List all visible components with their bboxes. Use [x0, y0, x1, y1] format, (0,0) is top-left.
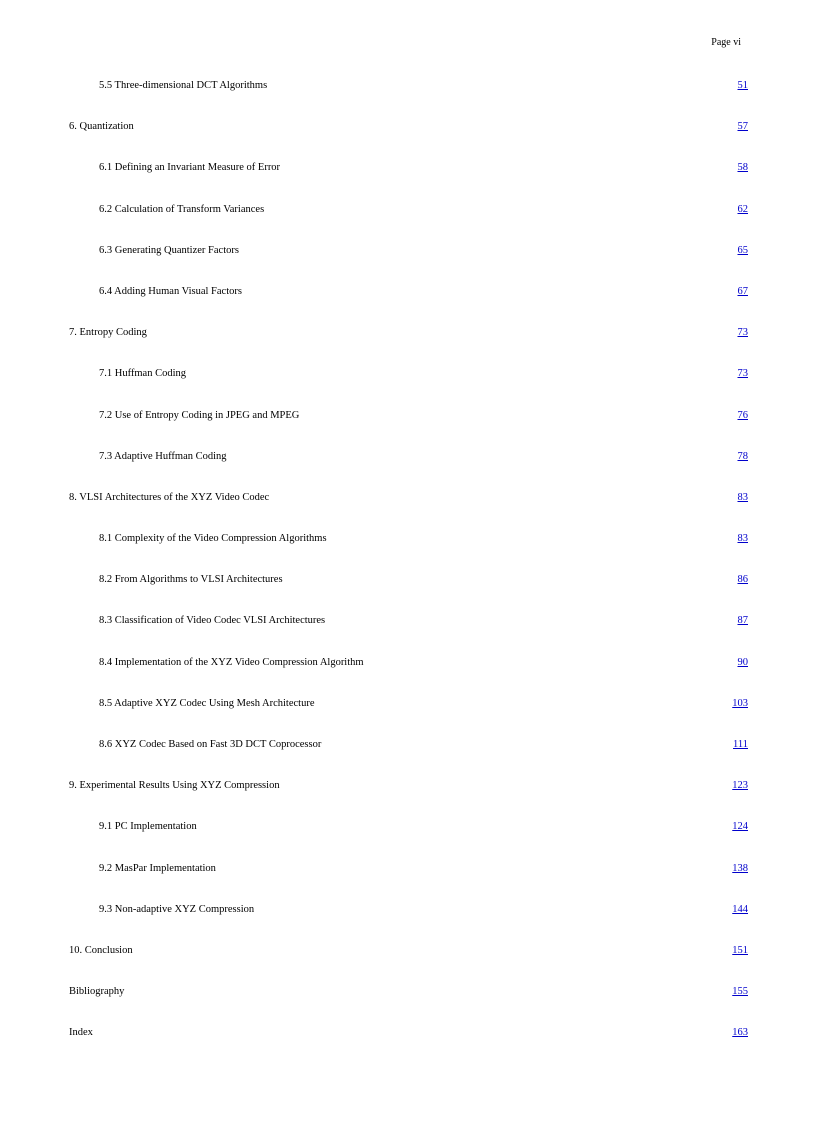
toc-entry — [0, 365, 816, 406]
toc-entry-title: 9. Experimental Results Using XYZ Compression — [69, 780, 280, 792]
toc-entry — [0, 530, 816, 571]
toc-page-link[interactable]: 73 — [737, 327, 748, 339]
toc-entry-title: 6.4 Adding Human Visual Factors — [99, 285, 242, 297]
toc-entry — [0, 860, 816, 901]
toc-page-link[interactable]: 103 — [732, 697, 748, 709]
toc-entry-title: 8.6 XYZ Codec Based on Fast 3D DCT Coprocessor — [99, 739, 322, 750]
toc-page-link[interactable]: 57 — [737, 121, 748, 133]
toc-entry-title: 8.4 Implementation of the XYZ Video Compression Algorithm — [99, 656, 364, 668]
toc-entry-title: 5.5 Three-dimensional DCT Algorithms — [99, 80, 268, 91]
toc-entry-title: 7.1 Huffman Coding — [99, 368, 187, 380]
page-number-label: Page vi — [711, 37, 741, 48]
toc-entry — [0, 736, 816, 777]
toc-entry — [0, 695, 816, 736]
toc-entry — [0, 159, 816, 200]
toc-entry — [0, 448, 816, 489]
toc-page-link[interactable]: 111 — [733, 739, 748, 750]
toc-entry — [0, 654, 816, 695]
toc-page-link[interactable]: 73 — [737, 368, 748, 380]
toc-entry-title: 8.2 From Algorithms to VLSI Architectures — [99, 574, 283, 586]
toc-entry-title: Bibliography — [69, 986, 125, 998]
toc-entry-title: Index — [69, 1027, 93, 1039]
toc-entry — [0, 612, 816, 653]
toc-entry — [0, 983, 816, 1024]
toc-page-link[interactable]: 76 — [737, 409, 748, 421]
toc-page-link[interactable]: 87 — [737, 615, 748, 627]
toc-entry — [0, 407, 816, 448]
toc-entry — [0, 242, 816, 283]
toc-page-link[interactable]: 144 — [732, 903, 748, 915]
toc-page-link[interactable]: 90 — [737, 656, 748, 668]
toc-entry-title: 6.2 Calculation of Transform Variances — [99, 203, 265, 215]
toc-entry — [0, 201, 816, 242]
toc-entry-title: 6.3 Generating Quantizer Factors — [99, 244, 239, 256]
toc-entry — [0, 942, 816, 983]
toc-entry — [0, 571, 816, 612]
toc-entry-title: 10. Conclusion — [69, 944, 133, 956]
toc-entry — [0, 489, 816, 530]
toc-entry — [0, 818, 816, 859]
toc-entry-title: 8.1 Complexity of the Video Compression Algorithms — [99, 533, 327, 545]
toc-entry-title: 7.3 Adaptive Huffman Coding — [99, 450, 227, 462]
toc-entry — [0, 901, 816, 942]
toc-entry — [0, 77, 816, 118]
toc-page-link[interactable]: 163 — [732, 1027, 748, 1039]
toc-page-link[interactable]: 83 — [737, 533, 748, 545]
toc-page-link[interactable]: 78 — [737, 450, 748, 462]
toc-entry-title: 7.2 Use of Entropy Coding in JPEG and MPEG — [99, 409, 300, 421]
toc-entry-title: 6.1 Defining an Invariant Measure of Error — [99, 162, 281, 174]
toc-page-link[interactable]: 138 — [732, 862, 748, 874]
toc-entry-title: 9.3 Non-adaptive XYZ Compression — [99, 903, 255, 915]
toc-entry-title: 8. VLSI Architectures of the XYZ Video Codec — [69, 491, 270, 503]
toc-page-link[interactable]: 65 — [737, 244, 748, 256]
toc-entry — [0, 118, 816, 159]
toc-entry — [0, 324, 816, 365]
toc-entry — [0, 1024, 816, 1065]
toc-page-link[interactable]: 83 — [737, 491, 748, 503]
toc-entry-title: 8.3 Classification of Video Codec VLSI Architectures — [99, 615, 326, 627]
toc-entry-title: 8.5 Adaptive XYZ Codec Using Mesh Architecture — [99, 697, 315, 709]
toc-entry — [0, 777, 816, 818]
toc-page-link[interactable]: 86 — [737, 574, 748, 586]
toc-page-link[interactable]: 123 — [732, 780, 748, 792]
table-of-contents — [0, 77, 816, 1066]
toc-entry-title: 9.2 MasPar Implementation — [99, 862, 216, 874]
toc-page-link[interactable]: 124 — [732, 821, 748, 833]
toc-page-link[interactable]: 62 — [737, 203, 748, 215]
toc-page-link[interactable]: 51 — [737, 80, 748, 91]
toc-entry — [0, 283, 816, 324]
toc-page-link[interactable]: 67 — [737, 285, 748, 297]
toc-page-link[interactable]: 151 — [732, 944, 748, 956]
toc-entry-title: 7. Entropy Coding — [69, 327, 147, 339]
toc-entry-title: 9.1 PC Implementation — [99, 821, 197, 833]
toc-page-link[interactable]: 58 — [737, 162, 748, 174]
toc-entry-title: 6. Quantization — [69, 121, 134, 133]
toc-page-link[interactable]: 155 — [732, 986, 748, 998]
